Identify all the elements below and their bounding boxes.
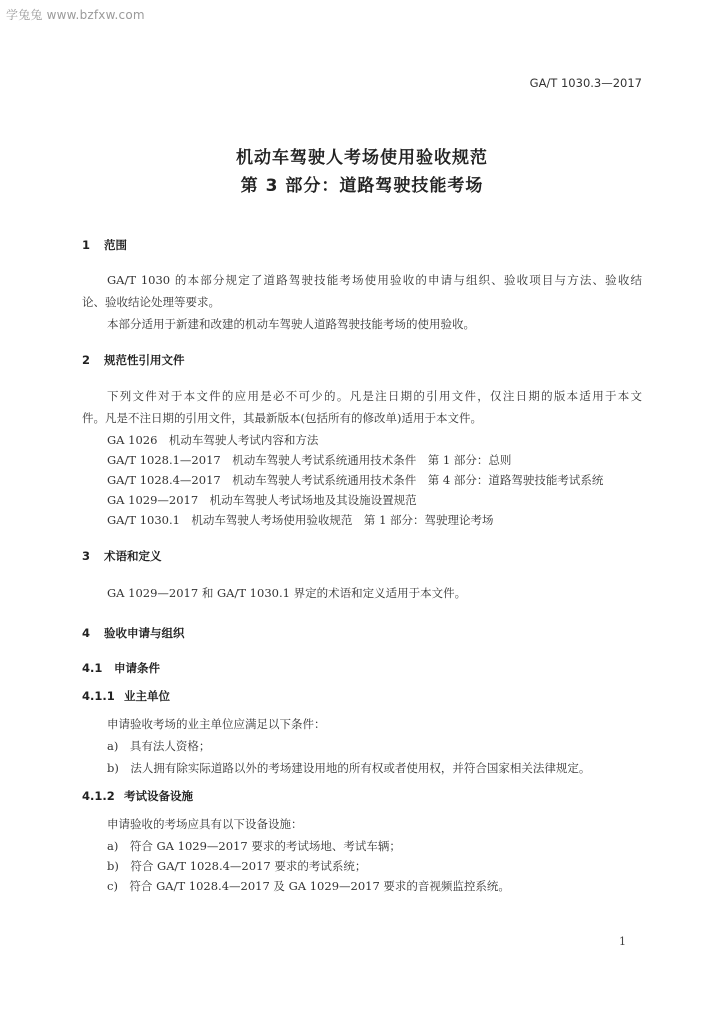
document-title: 机动车驾驶人考场使用验收规范 [236,148,488,168]
subsection-heading-4-1-1 [82,688,170,704]
list-item: a) 具有法人资格； [107,739,211,753]
section-number: 3 [82,549,91,563]
page-number: 1 [619,935,626,948]
subsection-heading-4-1 [82,660,160,676]
reference-item: GA 1029—2017 机动车驾驶人考试场地及其设施设置规范 [107,493,417,507]
section-title: 业主单位 [124,689,170,703]
section-heading-1 [82,237,127,253]
reference-item: GA 1026 机动车驾驶人考试内容和方法 [107,433,319,447]
subsection-heading-4-1-2 [82,788,193,804]
paragraph-line: 件。凡是不注日期的引用文件，其最新版本(包括所有的修改单)适用于本文件。 [82,411,482,425]
section-title: 验收申请与组织 [104,626,185,640]
list-item: c) 符合 GA/T 1028.4—2017 及 GA 1029—2017 要求的音视频监控系统。 [107,879,510,893]
paragraph-line: 论、验收结论处理等要求。 [82,295,220,309]
section-heading-2 [82,352,185,368]
list-item: a) 符合 GA 1029—2017 要求的考试场地、考试车辆； [107,839,401,853]
section-heading-3 [82,548,162,564]
paragraph-line: 申请验收的考场应具有以下设备设施： [107,817,303,831]
paragraph-line: GA 1029—2017 和 GA/T 1030.1 界定的术语和定义适用于本文件。 [107,586,467,600]
reference-item: GA/T 1028.1—2017 机动车驾驶人考试系统通用技术条件 第 1 部分：总则 [107,453,512,467]
section-number: 4.1.2 [82,789,115,803]
section-title: 考试设备设施 [124,789,193,803]
list-item: b) 符合 GA/T 1028.4—2017 要求的考试系统； [107,859,367,873]
section-number: 4.1 [82,661,103,675]
section-title: 规范性引用文件 [104,353,185,367]
paragraph-line: GA/T 1030 的本部分规定了道路驾驶技能考场使用验收的申请与组织、验收项目与方法、验收结 [107,273,642,287]
paragraph-line: 本部分适用于新建和改建的机动车驾驶人道路驾驶技能考场的使用验收。 [107,317,475,331]
reference-item: GA/T 1028.4—2017 机动车驾驶人考试系统通用技术条件 第 4 部分：道路驾驶技能考试系统 [107,473,604,487]
section-number: 2 [82,353,91,367]
list-item: b) 法人拥有除实际道路以外的考场建设用地的所有权或者使用权，并符合国家相关法律规定。 [107,761,591,775]
paragraph-line: 下列文件对于本文件的应用是必不可少的。凡是注日期的引用文件，仅注日期的版本适用于本文 [107,389,642,403]
section-heading-4 [82,625,185,641]
section-title: 术语和定义 [104,549,162,563]
document-subtitle: 第 3 部分：道路驾驶技能考场 [240,176,484,196]
watermark: 学兔兔 www.bzfxw.com [6,8,145,22]
standard-code: GA/T 1030.3—2017 [529,76,642,90]
section-title: 申请条件 [114,661,160,675]
section-number: 4.1.1 [82,689,115,703]
section-number: 4 [82,626,91,640]
section-number: 1 [82,238,91,252]
paragraph-line: 申请验收考场的业主单位应满足以下条件： [107,717,326,731]
reference-item: GA/T 1030.1 机动车驾驶人考场使用验收规范 第 1 部分：驾驶理论考场 [107,513,494,527]
section-title: 范围 [104,238,127,252]
